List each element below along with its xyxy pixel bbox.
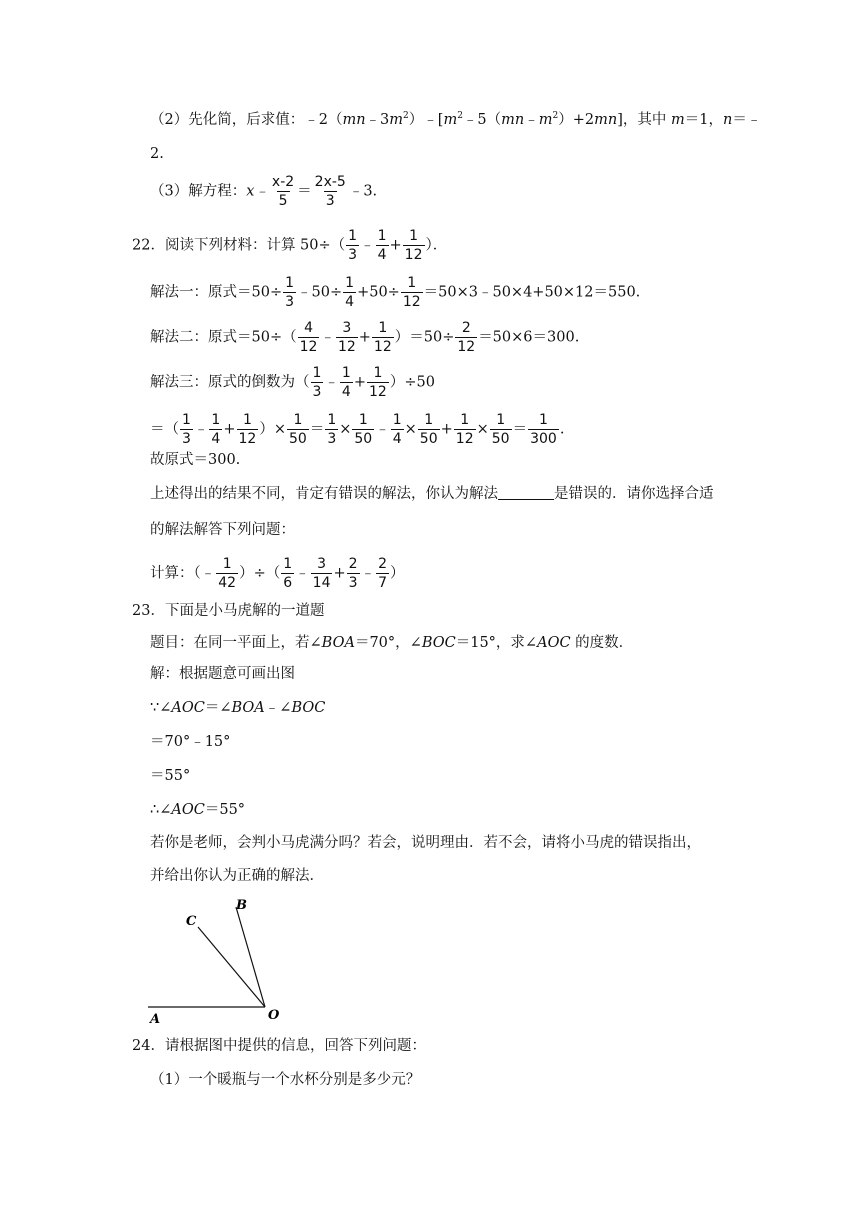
q22-method-3: 解法三：原式的倒数为（ $\frac{1}{3}$ ﹣ $\frac{1}{4}$ + $\frac{1}{12}$ ）÷50 bbox=[150, 365, 435, 400]
angle-figure bbox=[140, 895, 300, 1030]
q22-heading-end: ）． bbox=[425, 237, 448, 254]
q22-heading: 22．阅读下列材料：计算 50÷（ $\frac{1}{3}$ ﹣ $\frac{1}{4}$ + $\frac{1}{12}$ ）． bbox=[132, 228, 448, 263]
q23-step-4: ∴∠AOC＝55° bbox=[150, 802, 246, 818]
q23-step-1: ∵∠AOC＝∠BOA﹣∠BOC bbox=[150, 700, 326, 716]
q23-question-line2: 并给出你认为正确的解法． bbox=[150, 868, 324, 884]
q21-part3-tail: ﹣3. bbox=[348, 183, 378, 200]
q21-part3-line bbox=[150, 174, 377, 209]
q21-part2-cont: 2. bbox=[150, 146, 164, 162]
q22-compute: 计算：（﹣ $\frac{1}{42}$ ）÷（ $\frac{1}{6}$ ﹣ $\frac{3}{14}$ + $\frac{2}{3}$ ﹣ $\frac{2}{7}$ ） bbox=[150, 556, 405, 591]
q22-remark-line1: 上述得出的结果不同，肯定有错误的解法，你认为解法 是错误的．请你选择合适 bbox=[150, 486, 714, 502]
q23-heading: 23．下面是小马虎解的一道题 bbox=[132, 603, 325, 619]
q22-method-3-line2: ＝（ $\frac{1}{3}$ ﹣ $\frac{1}{4}$ + $\frac{1}{12}$ ）× $\frac{1}{50}$ ＝ $\frac{1}{3}$ × $\frac{1}{50}$ ﹣ $\frac{1}{4}$ × $\frac{1}{50}$ + $\frac{1}{12}$ × $\frac{1}{50}$ ＝ $\frac{1}{300}$ . bbox=[150, 412, 565, 447]
q21-part2-label: （2）先化简，后求值： bbox=[150, 112, 305, 128]
q21-fraction-2: $\frac{2x-5}{3}$ bbox=[314, 174, 346, 209]
q22-heading-text: 22．阅读下列材料：计算 50÷（ bbox=[132, 237, 346, 254]
label-a: A bbox=[150, 1012, 161, 1027]
frac-1-4: $\frac{1}{4}$ bbox=[377, 228, 387, 263]
label-c: C bbox=[186, 914, 197, 929]
q21-fraction-1: $\frac{x-2}{5}$ bbox=[271, 174, 295, 209]
q21-part3-label: （3）解方程： bbox=[150, 183, 247, 200]
q22-therefore: 故原式＝300. bbox=[150, 452, 241, 468]
q21-part3-var: x﹣ bbox=[246, 183, 269, 200]
q21-part2-line bbox=[150, 110, 761, 130]
q24-heading: 24．请根据图中提供的信息，回答下列问题： bbox=[132, 1038, 426, 1054]
frac-1-12: $\frac{1}{12}$ bbox=[404, 228, 423, 263]
q23-question-line1: 若你是老师，会判小马虎满分吗？若会，说明理由．若不会，请将小马虎的错误指出， bbox=[150, 835, 701, 851]
q23-solution-intro: 解：根据题意可画出图 bbox=[150, 666, 295, 682]
ray-ob bbox=[236, 907, 265, 1007]
q22-method-1: 解法一：原式＝50÷ $\frac{1}{3}$ ﹣50÷ $\frac{1}{4}$ +50÷ $\frac{1}{12}$ ＝50×3﹣50×4+50×12＝550. bbox=[150, 275, 641, 310]
q22-method-2: 解法二：原式＝50÷（ $\frac{4}{12}$ ﹣ $\frac{3}{12}$ + $\frac{1}{12}$ ）＝50÷ $\frac{2}{12}$ ＝50×6＝300. bbox=[150, 320, 580, 355]
q21-eq: ＝ bbox=[297, 183, 312, 200]
q23-step-2: ＝70°﹣15° bbox=[150, 734, 231, 750]
ray-oc bbox=[198, 927, 265, 1007]
frac-1-3: $\frac{1}{3}$ bbox=[348, 228, 358, 263]
label-b: B bbox=[236, 898, 247, 913]
q22-remark-line2: 的解法解答下列问题： bbox=[150, 522, 295, 538]
q24-part1: （1）一个暖瓶与一个水杯分别是多少元？ bbox=[150, 1072, 421, 1088]
answer-blank[interactable] bbox=[498, 485, 554, 500]
label-o: O bbox=[268, 1008, 280, 1023]
q21-part2-expr: $﹣2(mn﹣3m^2)﹣[m^2﹣5(mn﹣m^2)+2mn]$，其中 m＝1，n＝﹣ bbox=[304, 111, 762, 128]
q23-problem: 题目：在同一平面上，若∠BOA＝70°，∠BOC＝15°，求∠AOC 的度数． bbox=[150, 635, 634, 651]
q23-step-3: ＝55° bbox=[150, 768, 191, 784]
